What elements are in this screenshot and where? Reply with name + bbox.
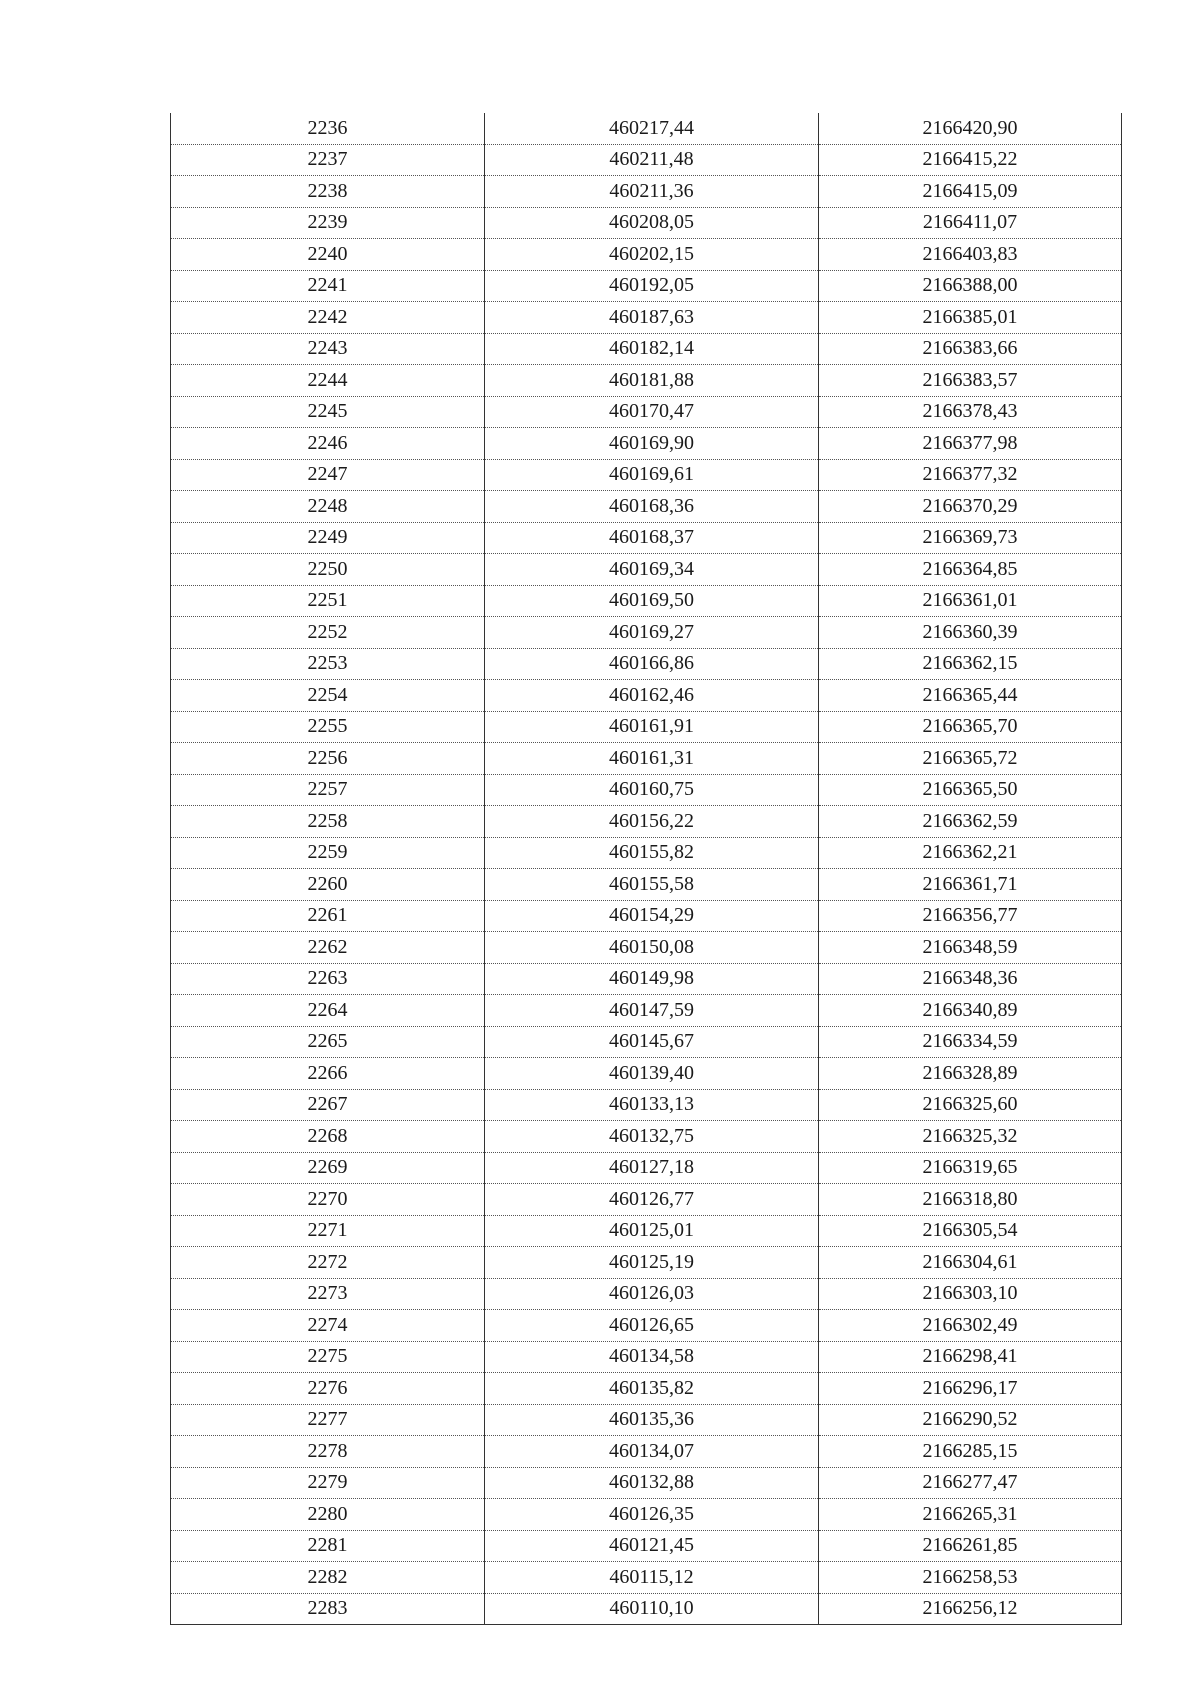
x-coordinate-cell: 460126,03 [485, 1278, 819, 1310]
point-number-cell: 2280 [171, 1499, 485, 1531]
table-row [171, 963, 1122, 995]
point-number-cell: 2271 [171, 1215, 485, 1247]
point-number-cell: 2278 [171, 1436, 485, 1468]
y-coordinate-cell: 2166365,72 [819, 743, 1122, 775]
y-coordinate-cell: 2166365,70 [819, 711, 1122, 743]
point-number-cell: 2254 [171, 680, 485, 712]
y-coordinate-cell: 2166365,44 [819, 680, 1122, 712]
point-number-cell: 2266 [171, 1058, 485, 1090]
y-coordinate-cell: 2166362,21 [819, 837, 1122, 869]
y-coordinate-cell: 2166328,89 [819, 1058, 1122, 1090]
x-coordinate-cell: 460139,40 [485, 1058, 819, 1090]
y-coordinate-cell: 2166340,89 [819, 995, 1122, 1027]
y-coordinate-cell: 2166361,01 [819, 585, 1122, 617]
y-coordinate-cell: 2166296,17 [819, 1373, 1122, 1405]
x-coordinate-cell: 460211,48 [485, 144, 819, 176]
point-number-cell: 2245 [171, 396, 485, 428]
y-coordinate-cell: 2166383,66 [819, 333, 1122, 365]
table-row [171, 648, 1122, 680]
point-number-cell: 2283 [171, 1593, 485, 1625]
x-coordinate-cell: 460150,08 [485, 932, 819, 964]
y-coordinate-cell: 2166348,36 [819, 963, 1122, 995]
y-coordinate-cell: 2166377,32 [819, 459, 1122, 491]
table-row [171, 1026, 1122, 1058]
x-coordinate-cell: 460133,13 [485, 1089, 819, 1121]
point-number-cell: 2269 [171, 1152, 485, 1184]
x-coordinate-cell: 460161,31 [485, 743, 819, 775]
point-number-cell: 2241 [171, 270, 485, 302]
x-coordinate-cell: 460132,75 [485, 1121, 819, 1153]
y-coordinate-cell: 2166256,12 [819, 1593, 1122, 1625]
point-number-cell: 2260 [171, 869, 485, 901]
x-coordinate-cell: 460145,67 [485, 1026, 819, 1058]
point-number-cell: 2270 [171, 1184, 485, 1216]
point-number-cell: 2262 [171, 932, 485, 964]
x-coordinate-cell: 460168,37 [485, 522, 819, 554]
x-coordinate-cell: 460134,58 [485, 1341, 819, 1373]
x-coordinate-cell: 460121,45 [485, 1530, 819, 1562]
x-coordinate-cell: 460202,15 [485, 239, 819, 271]
x-coordinate-cell: 460126,77 [485, 1184, 819, 1216]
point-number-cell: 2248 [171, 491, 485, 523]
point-number-cell: 2257 [171, 774, 485, 806]
y-coordinate-cell: 2166285,15 [819, 1436, 1122, 1468]
x-coordinate-cell: 460170,47 [485, 396, 819, 428]
point-number-cell: 2275 [171, 1341, 485, 1373]
y-coordinate-cell: 2166319,65 [819, 1152, 1122, 1184]
y-coordinate-cell: 2166304,61 [819, 1247, 1122, 1279]
y-coordinate-cell: 2166377,98 [819, 428, 1122, 460]
x-coordinate-cell: 460169,27 [485, 617, 819, 649]
y-coordinate-cell: 2166265,31 [819, 1499, 1122, 1531]
point-number-cell: 2276 [171, 1373, 485, 1405]
x-coordinate-cell: 460135,82 [485, 1373, 819, 1405]
point-number-cell: 2255 [171, 711, 485, 743]
table-row [171, 1278, 1122, 1310]
table-row [171, 1247, 1122, 1279]
table-row [171, 365, 1122, 397]
point-number-cell: 2259 [171, 837, 485, 869]
x-coordinate-cell: 460155,82 [485, 837, 819, 869]
y-coordinate-cell: 2166325,32 [819, 1121, 1122, 1153]
point-number-cell: 2246 [171, 428, 485, 460]
table-row [171, 1373, 1122, 1405]
coordinates-table-body [171, 113, 1122, 1625]
point-number-cell: 2247 [171, 459, 485, 491]
y-coordinate-cell: 2166385,01 [819, 302, 1122, 334]
point-number-cell: 2238 [171, 176, 485, 208]
y-coordinate-cell: 2166334,59 [819, 1026, 1122, 1058]
point-number-cell: 2256 [171, 743, 485, 775]
y-coordinate-cell: 2166378,43 [819, 396, 1122, 428]
point-number-cell: 2272 [171, 1247, 485, 1279]
table-row [171, 585, 1122, 617]
point-number-cell: 2261 [171, 900, 485, 932]
y-coordinate-cell: 2166411,07 [819, 207, 1122, 239]
x-coordinate-cell: 460166,86 [485, 648, 819, 680]
table-row [171, 1058, 1122, 1090]
y-coordinate-cell: 2166258,53 [819, 1562, 1122, 1594]
table-row [171, 113, 1122, 144]
point-number-cell: 2243 [171, 333, 485, 365]
point-number-cell: 2281 [171, 1530, 485, 1562]
y-coordinate-cell: 2166403,83 [819, 239, 1122, 271]
x-coordinate-cell: 460161,91 [485, 711, 819, 743]
table-row [171, 1089, 1122, 1121]
point-number-cell: 2264 [171, 995, 485, 1027]
table-row [171, 1184, 1122, 1216]
table-row [171, 207, 1122, 239]
x-coordinate-cell: 460217,44 [485, 113, 819, 144]
table-row [171, 1467, 1122, 1499]
x-coordinate-cell: 460110,10 [485, 1593, 819, 1625]
y-coordinate-cell: 2166364,85 [819, 554, 1122, 586]
point-number-cell: 2279 [171, 1467, 485, 1499]
y-coordinate-cell: 2166277,47 [819, 1467, 1122, 1499]
x-coordinate-cell: 460181,88 [485, 365, 819, 397]
x-coordinate-cell: 460125,01 [485, 1215, 819, 1247]
point-number-cell: 2240 [171, 239, 485, 271]
x-coordinate-cell: 460182,14 [485, 333, 819, 365]
point-number-cell: 2252 [171, 617, 485, 649]
point-number-cell: 2236 [171, 113, 485, 144]
table-row [171, 459, 1122, 491]
table-row [171, 1593, 1122, 1625]
table-row [171, 900, 1122, 932]
y-coordinate-cell: 2166420,90 [819, 113, 1122, 144]
table-row [171, 1341, 1122, 1373]
table-row [171, 869, 1122, 901]
point-number-cell: 2277 [171, 1404, 485, 1436]
x-coordinate-cell: 460169,50 [485, 585, 819, 617]
table-row [171, 837, 1122, 869]
y-coordinate-cell: 2166415,09 [819, 176, 1122, 208]
table-row [171, 995, 1122, 1027]
x-coordinate-cell: 460127,18 [485, 1152, 819, 1184]
y-coordinate-cell: 2166388,00 [819, 270, 1122, 302]
y-coordinate-cell: 2166348,59 [819, 932, 1122, 964]
point-number-cell: 2267 [171, 1089, 485, 1121]
x-coordinate-cell: 460211,36 [485, 176, 819, 208]
table-row [171, 491, 1122, 523]
x-coordinate-cell: 460154,29 [485, 900, 819, 932]
point-number-cell: 2265 [171, 1026, 485, 1058]
x-coordinate-cell: 460169,90 [485, 428, 819, 460]
point-number-cell: 2258 [171, 806, 485, 838]
x-coordinate-cell: 460208,05 [485, 207, 819, 239]
point-number-cell: 2239 [171, 207, 485, 239]
point-number-cell: 2263 [171, 963, 485, 995]
y-coordinate-cell: 2166298,41 [819, 1341, 1122, 1373]
table-row [171, 1152, 1122, 1184]
point-number-cell: 2253 [171, 648, 485, 680]
table-row [171, 302, 1122, 334]
table-row [171, 554, 1122, 586]
table-row [171, 806, 1122, 838]
point-number-cell: 2251 [171, 585, 485, 617]
y-coordinate-cell: 2166361,71 [819, 869, 1122, 901]
y-coordinate-cell: 2166356,77 [819, 900, 1122, 932]
table-row [171, 1530, 1122, 1562]
table-row [171, 144, 1122, 176]
table-row [171, 1436, 1122, 1468]
x-coordinate-cell: 460149,98 [485, 963, 819, 995]
y-coordinate-cell: 2166370,29 [819, 491, 1122, 523]
y-coordinate-cell: 2166362,59 [819, 806, 1122, 838]
x-coordinate-cell: 460126,35 [485, 1499, 819, 1531]
x-coordinate-cell: 460155,58 [485, 869, 819, 901]
x-coordinate-cell: 460192,05 [485, 270, 819, 302]
table-row [171, 932, 1122, 964]
y-coordinate-cell: 2166290,52 [819, 1404, 1122, 1436]
table-row [171, 1310, 1122, 1342]
x-coordinate-cell: 460115,12 [485, 1562, 819, 1594]
y-coordinate-cell: 2166302,49 [819, 1310, 1122, 1342]
y-coordinate-cell: 2166360,39 [819, 617, 1122, 649]
x-coordinate-cell: 460160,75 [485, 774, 819, 806]
coordinates-table [170, 113, 1122, 1625]
table-row [171, 396, 1122, 428]
table-row [171, 522, 1122, 554]
x-coordinate-cell: 460162,46 [485, 680, 819, 712]
table-row [171, 617, 1122, 649]
x-coordinate-cell: 460125,19 [485, 1247, 819, 1279]
table-row [171, 743, 1122, 775]
point-number-cell: 2273 [171, 1278, 485, 1310]
y-coordinate-cell: 2166362,15 [819, 648, 1122, 680]
y-coordinate-cell: 2166325,60 [819, 1089, 1122, 1121]
table-row [171, 239, 1122, 271]
table-row [171, 1562, 1122, 1594]
point-number-cell: 2237 [171, 144, 485, 176]
point-number-cell: 2250 [171, 554, 485, 586]
table-row [171, 333, 1122, 365]
point-number-cell: 2249 [171, 522, 485, 554]
table-row [171, 774, 1122, 806]
point-number-cell: 2268 [171, 1121, 485, 1153]
x-coordinate-cell: 460134,07 [485, 1436, 819, 1468]
y-coordinate-cell: 2166415,22 [819, 144, 1122, 176]
point-number-cell: 2274 [171, 1310, 485, 1342]
x-coordinate-cell: 460187,63 [485, 302, 819, 334]
table-row [171, 1215, 1122, 1247]
x-coordinate-cell: 460132,88 [485, 1467, 819, 1499]
table-row [171, 1404, 1122, 1436]
x-coordinate-cell: 460126,65 [485, 1310, 819, 1342]
y-coordinate-cell: 2166318,80 [819, 1184, 1122, 1216]
table-row [171, 711, 1122, 743]
y-coordinate-cell: 2166261,85 [819, 1530, 1122, 1562]
y-coordinate-cell: 2166303,10 [819, 1278, 1122, 1310]
x-coordinate-cell: 460156,22 [485, 806, 819, 838]
table-row [171, 680, 1122, 712]
y-coordinate-cell: 2166365,50 [819, 774, 1122, 806]
table-row [171, 428, 1122, 460]
y-coordinate-cell: 2166305,54 [819, 1215, 1122, 1247]
table-row [171, 1499, 1122, 1531]
point-number-cell: 2244 [171, 365, 485, 397]
table-row [171, 176, 1122, 208]
x-coordinate-cell: 460169,61 [485, 459, 819, 491]
y-coordinate-cell: 2166383,57 [819, 365, 1122, 397]
x-coordinate-cell: 460168,36 [485, 491, 819, 523]
x-coordinate-cell: 460169,34 [485, 554, 819, 586]
point-number-cell: 2282 [171, 1562, 485, 1594]
y-coordinate-cell: 2166369,73 [819, 522, 1122, 554]
table-row [171, 1121, 1122, 1153]
x-coordinate-cell: 460147,59 [485, 995, 819, 1027]
point-number-cell: 2242 [171, 302, 485, 334]
table-row [171, 270, 1122, 302]
x-coordinate-cell: 460135,36 [485, 1404, 819, 1436]
